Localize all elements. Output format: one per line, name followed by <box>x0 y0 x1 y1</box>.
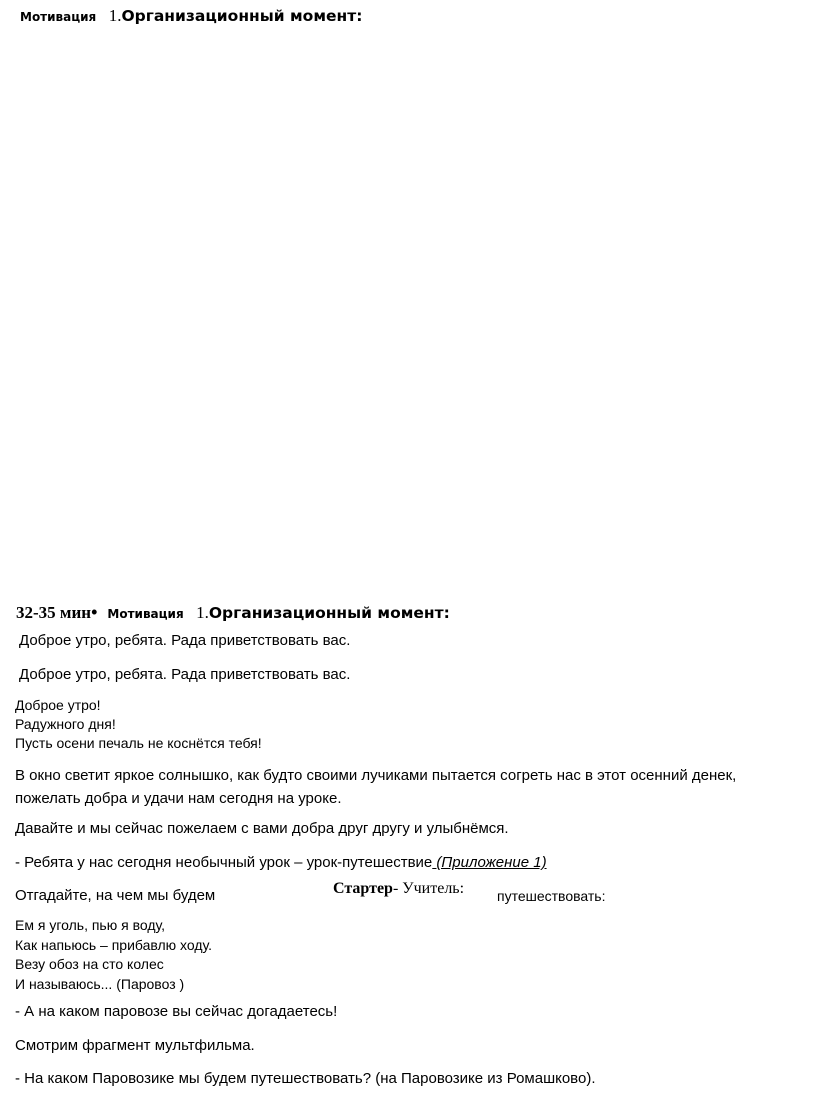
greeting-1: Доброе утро, ребята. Рада приветствовать вас. <box>19 632 351 649</box>
riddle-line: Как напьюсь – прибавлю ходу. <box>15 936 213 953</box>
sun-paragraph-line: пожелать добра и удачи нам сегодня на уроке. <box>15 790 342 807</box>
greeting-2: Доброе утро, ребята. Рада приветствовать вас. <box>19 666 351 683</box>
sun-paragraph-line: В окно светит яркое солнышко, как будто своими лучиками пытается согреть нас в этот осенний денек, <box>15 767 737 784</box>
trip-text: - Ребята у нас сегодня необычный урок – урок-путешествие <box>15 854 433 871</box>
poem-line: Доброе утро! <box>15 697 101 713</box>
trip-paragraph <box>15 853 547 873</box>
section-title: Организационный момент: <box>208 604 450 622</box>
line-guess: - А на каком паровозе вы сейчас догадаетесь! <box>15 1003 338 1020</box>
appendix-link[interactable]: (Приложение 1) <box>432 854 547 871</box>
section-number: 1. <box>196 603 209 622</box>
starter-label <box>333 880 464 898</box>
starter-teacher: - Учитель: <box>392 880 465 897</box>
sun-paragraph <box>15 764 736 810</box>
section-motivation: Мотивация <box>107 607 184 621</box>
guess-right: путешествовать: <box>497 888 606 904</box>
greeting-poem <box>15 696 262 753</box>
starter-bold: Стартер <box>333 880 393 897</box>
poem-line: Пусть осени печаль не коснётся тебя! <box>15 735 262 751</box>
riddle <box>15 916 212 994</box>
guess-left: Отгадайте, на чем мы будем <box>15 887 216 904</box>
section-bullet: • <box>91 602 98 622</box>
top-header <box>20 6 362 26</box>
top-header-motivation: Мотивация <box>20 10 97 24</box>
poem-line: Радужного дня! <box>15 716 116 732</box>
top-header-number: 1. <box>108 6 122 25</box>
line-watch: Смотрим фрагмент мультфильма. <box>15 1037 255 1054</box>
riddle-line: Ем я уголь, пью я воду, <box>15 917 165 933</box>
riddle-line: И называюсь... (Паровоз ) <box>15 975 185 992</box>
section-time: 32-35 мин <box>16 603 92 622</box>
smile-paragraph: Давайте и мы сейчас пожелаем с вами добра друг другу и улыбнёмся. <box>15 820 509 837</box>
top-header-title: Организационный момент: <box>121 7 363 25</box>
riddle-line: Везу обоз на сто колес <box>15 956 164 972</box>
line-question: - На каком Паровозике мы будем путешествовать? (на Паровозике из Ромашково). <box>15 1070 596 1087</box>
section-heading <box>16 602 450 623</box>
